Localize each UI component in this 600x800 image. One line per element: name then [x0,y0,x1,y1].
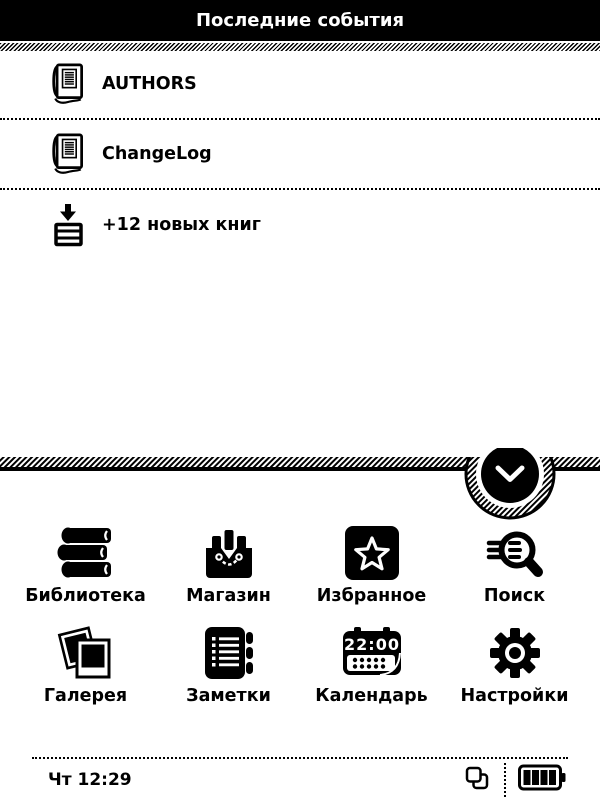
app-notes[interactable] [157,616,300,708]
app-label: Календарь [315,686,428,706]
app-label: Настройки [460,686,569,706]
header [0,0,600,41]
status-bar [0,759,600,800]
event-item-authors[interactable] [0,50,600,120]
app-store[interactable] [157,516,300,608]
app-label: Избранное [316,586,427,606]
app-library[interactable] [14,516,157,608]
book-icon [46,131,90,177]
clock-text: Чт 12:29 [48,769,132,790]
gallery-icon [57,624,115,682]
app-grid [14,516,586,708]
library-icon [57,524,115,582]
calendar-icon [342,624,402,682]
event-label: +12 новых книг [102,215,261,235]
app-calendar[interactable] [300,616,443,708]
event-item-changelog[interactable] [0,120,600,190]
app-search[interactable] [443,516,586,608]
event-label: AUTHORS [102,74,197,94]
book-icon [46,61,90,107]
calendar-time-text: 22:00 [343,635,400,654]
status-separator [504,763,506,797]
app-favorites[interactable] [300,516,443,608]
event-item-new-books[interactable] [0,190,600,260]
battery-icon [518,764,566,795]
app-label: Магазин [186,586,271,606]
page-title: Последние события [195,10,405,31]
favorites-star-icon [345,524,399,582]
app-label: Поиск [483,586,546,606]
notes-icon [203,624,255,682]
new-books-download-icon [46,202,90,248]
panel-pull-handle[interactable] [0,448,600,520]
settings-gear-icon [487,624,543,682]
store-icon [201,524,257,582]
app-label: Заметки [186,686,271,706]
pages-icon [464,765,490,795]
app-label: Библиотека [25,586,146,606]
recent-events-list [0,50,600,260]
app-label: Галерея [43,686,128,706]
event-label: ChangeLog [102,144,212,164]
app-settings[interactable] [443,616,586,708]
app-gallery[interactable] [14,616,157,708]
search-icon [486,524,544,582]
